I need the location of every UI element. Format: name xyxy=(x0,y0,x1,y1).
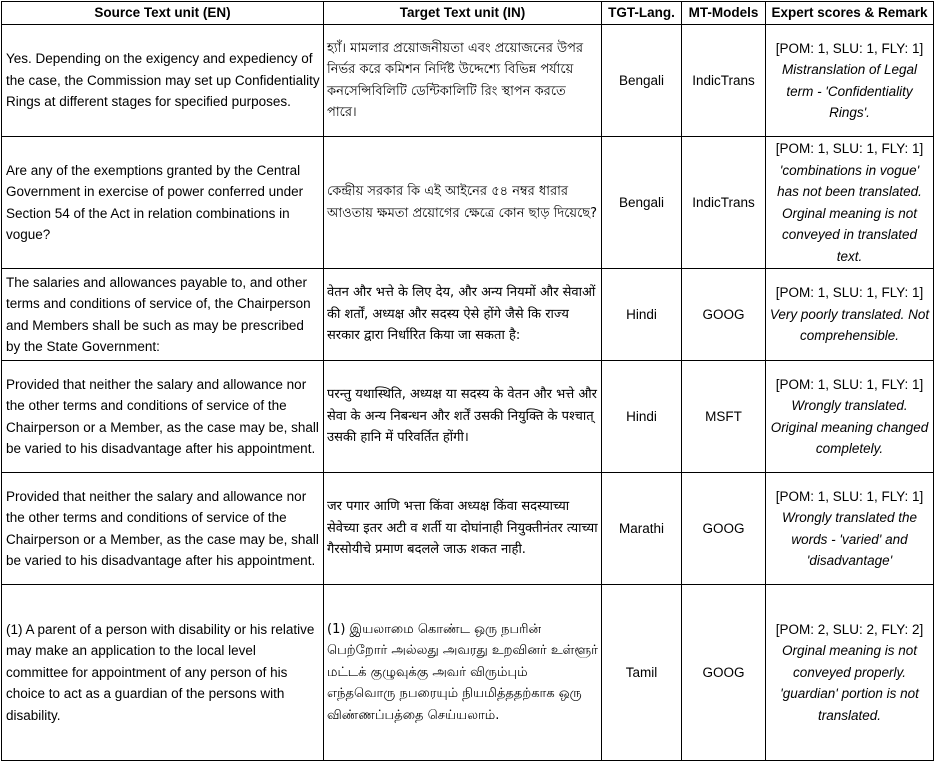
expert-score: [POM: 1, SLU: 1, FLY: 1] xyxy=(775,285,924,301)
mt-model-cell: GOOG xyxy=(682,473,766,585)
expert-score-cell xyxy=(766,269,934,361)
table-row xyxy=(2,361,934,473)
target-text-cell: কেন্দ্রীয় সরকার কি এই আইনের ৫৪ নম্বর ধারার আওতায় ক্ষমতা প্রয়োগের ক্ষেত্রে কোন ছাড় দিয়েছে? xyxy=(324,137,602,269)
table-row xyxy=(2,585,934,761)
target-language-cell: Hindi xyxy=(602,269,682,361)
expert-remark: Wrongly translated the words - 'varied' and 'disadvantage' xyxy=(781,510,918,568)
table-row xyxy=(2,137,934,269)
header-mt-models: MT-Models xyxy=(682,2,766,25)
header-expert-scores: Expert scores & Remark xyxy=(766,2,934,25)
mt-model-cell: MSFT xyxy=(682,361,766,473)
expert-score-cell xyxy=(766,473,934,585)
expert-score: [POM: 1, SLU: 1, FLY: 1] xyxy=(775,141,924,156)
source-text-cell: Provided that neither the salary and allowance nor the other terms and conditions of service of the Chairperson or a Member, as the case may be, shall be varied to his disadvantage after his appointment. xyxy=(2,473,324,585)
header-source-text: Source Text unit (EN) xyxy=(2,2,324,25)
expert-remark: 'combinations in vogue' has not been translated. Orginal meaning is not conveyed in translated text. xyxy=(777,162,922,264)
target-language-cell: Tamil xyxy=(602,585,682,761)
target-text-cell: जर पगार आणि भत्ता किंवा अध्यक्ष किंवा सदस्याच्या सेवेच्या इतर अटी व शर्ती या दोघांनाही नियुक्तीनंतर त्याच्या गैरसोयीचे प्रमाण बदलले जाऊ शकत नाही. xyxy=(324,473,602,585)
expert-remark: Very poorly translated. Not comprehensible. xyxy=(769,306,930,344)
expert-score: [POM: 1, SLU: 1, FLY: 1] xyxy=(775,376,924,392)
target-language-cell: Bengali xyxy=(602,137,682,269)
target-language-cell: Marathi xyxy=(602,473,682,585)
source-text-cell: Are any of the exemptions granted by the Central Government in exercise of power conferred under Section 54 of the Act in relation combinations in vogue? xyxy=(2,137,324,269)
target-text-cell: হ্যাঁ। মামলার প্রয়োজনীয়তা এবং প্রয়োজনের উপর নির্ভর করে কমিশন নির্দিষ্ট উদ্দেশ্যে বিভিন্ন পর্যায়ে কনসেন্সিবিলিটি ডেন্টিকালিটি রিং স্থাপন করতে পারে। xyxy=(324,25,602,137)
target-language-cell: Hindi xyxy=(602,361,682,473)
expert-remark: Orginal meaning is not conveyed properly. 'guardian' portion is not translated. xyxy=(780,643,919,723)
source-text-cell: Yes. Depending on the exigency and expediency of the case, the Commission may set up Confidentiality Rings at different stages for specified purposes. xyxy=(2,25,324,137)
header-target-language: TGT-Lang. xyxy=(602,2,682,25)
expert-score: [POM: 1, SLU: 1, FLY: 1] xyxy=(775,40,924,56)
target-language-cell: Bengali xyxy=(602,25,682,137)
expert-remark: Wrongly translated. Original meaning changed completely. xyxy=(770,398,929,456)
expert-score-cell xyxy=(766,585,934,761)
mt-model-cell: IndicTrans xyxy=(682,25,766,137)
mt-evaluation-table xyxy=(1,1,934,761)
source-text-cell: (1) A parent of a person with disability or his relative may make an application to the local level committee for appointment of any person of his choice to act as a guardian of the persons with disability. xyxy=(2,585,324,761)
target-text-cell: परन्तु यथास्थिति, अध्यक्ष या सदस्य के वेतन और भत्ते और सेवा के अन्य निबन्धन और शर्तें उसकी नियुक्ति के पश्चात् उसकी हानि में परिवर्तित होंगी। xyxy=(324,361,602,473)
source-text-cell: The salaries and allowances payable to, and other terms and conditions of service of, the Chairperson and Members shall be such as may be prescribed by the State Government: xyxy=(2,269,324,361)
target-text-cell: वेतन और भत्ते के लिए देय, और अन्य नियमों और सेवाओं की शर्तों, अध्यक्ष और सदस्य ऐसे होंगे जैसे कि राज्य सरकार द्वारा निर्धारित किया जा सकता है: xyxy=(324,269,602,361)
expert-score: [POM: 2, SLU: 2, FLY: 2] xyxy=(775,621,924,637)
mt-model-cell: GOOG xyxy=(682,585,766,761)
expert-score-cell xyxy=(766,137,934,269)
mt-model-cell: GOOG xyxy=(682,269,766,361)
table-row xyxy=(2,473,934,585)
expert-score-cell xyxy=(766,25,934,137)
mt-model-cell: IndicTrans xyxy=(682,137,766,269)
table-row xyxy=(2,269,934,361)
header-row xyxy=(2,2,934,25)
header-target-text: Target Text unit (IN) xyxy=(324,2,602,25)
expert-score-cell xyxy=(766,361,934,473)
table-row xyxy=(2,25,934,137)
source-text-cell: Provided that neither the salary and allowance nor the other terms and conditions of service of the Chairperson or a Member, as the case may be, shall be varied to his disadvantage after his appointment. xyxy=(2,361,324,473)
expert-score: [POM: 1, SLU: 1, FLY: 1] xyxy=(775,488,924,504)
expert-remark: Mistranslation of Legal term - 'Confidentiality Rings'. xyxy=(781,62,918,120)
target-text-cell: (1) இயலாமை கொண்ட ஒரு நபரின் பெற்றோர் அல்லது அவரது உறவினர் உள்ளூர் மட்டக் குழுவுக்கு அவர் விரும்பும் எந்தவொரு நபரையும் நியமித்ததற்காக ஒரு விண்ணப்பத்தை செய்யலாம். xyxy=(324,585,602,761)
